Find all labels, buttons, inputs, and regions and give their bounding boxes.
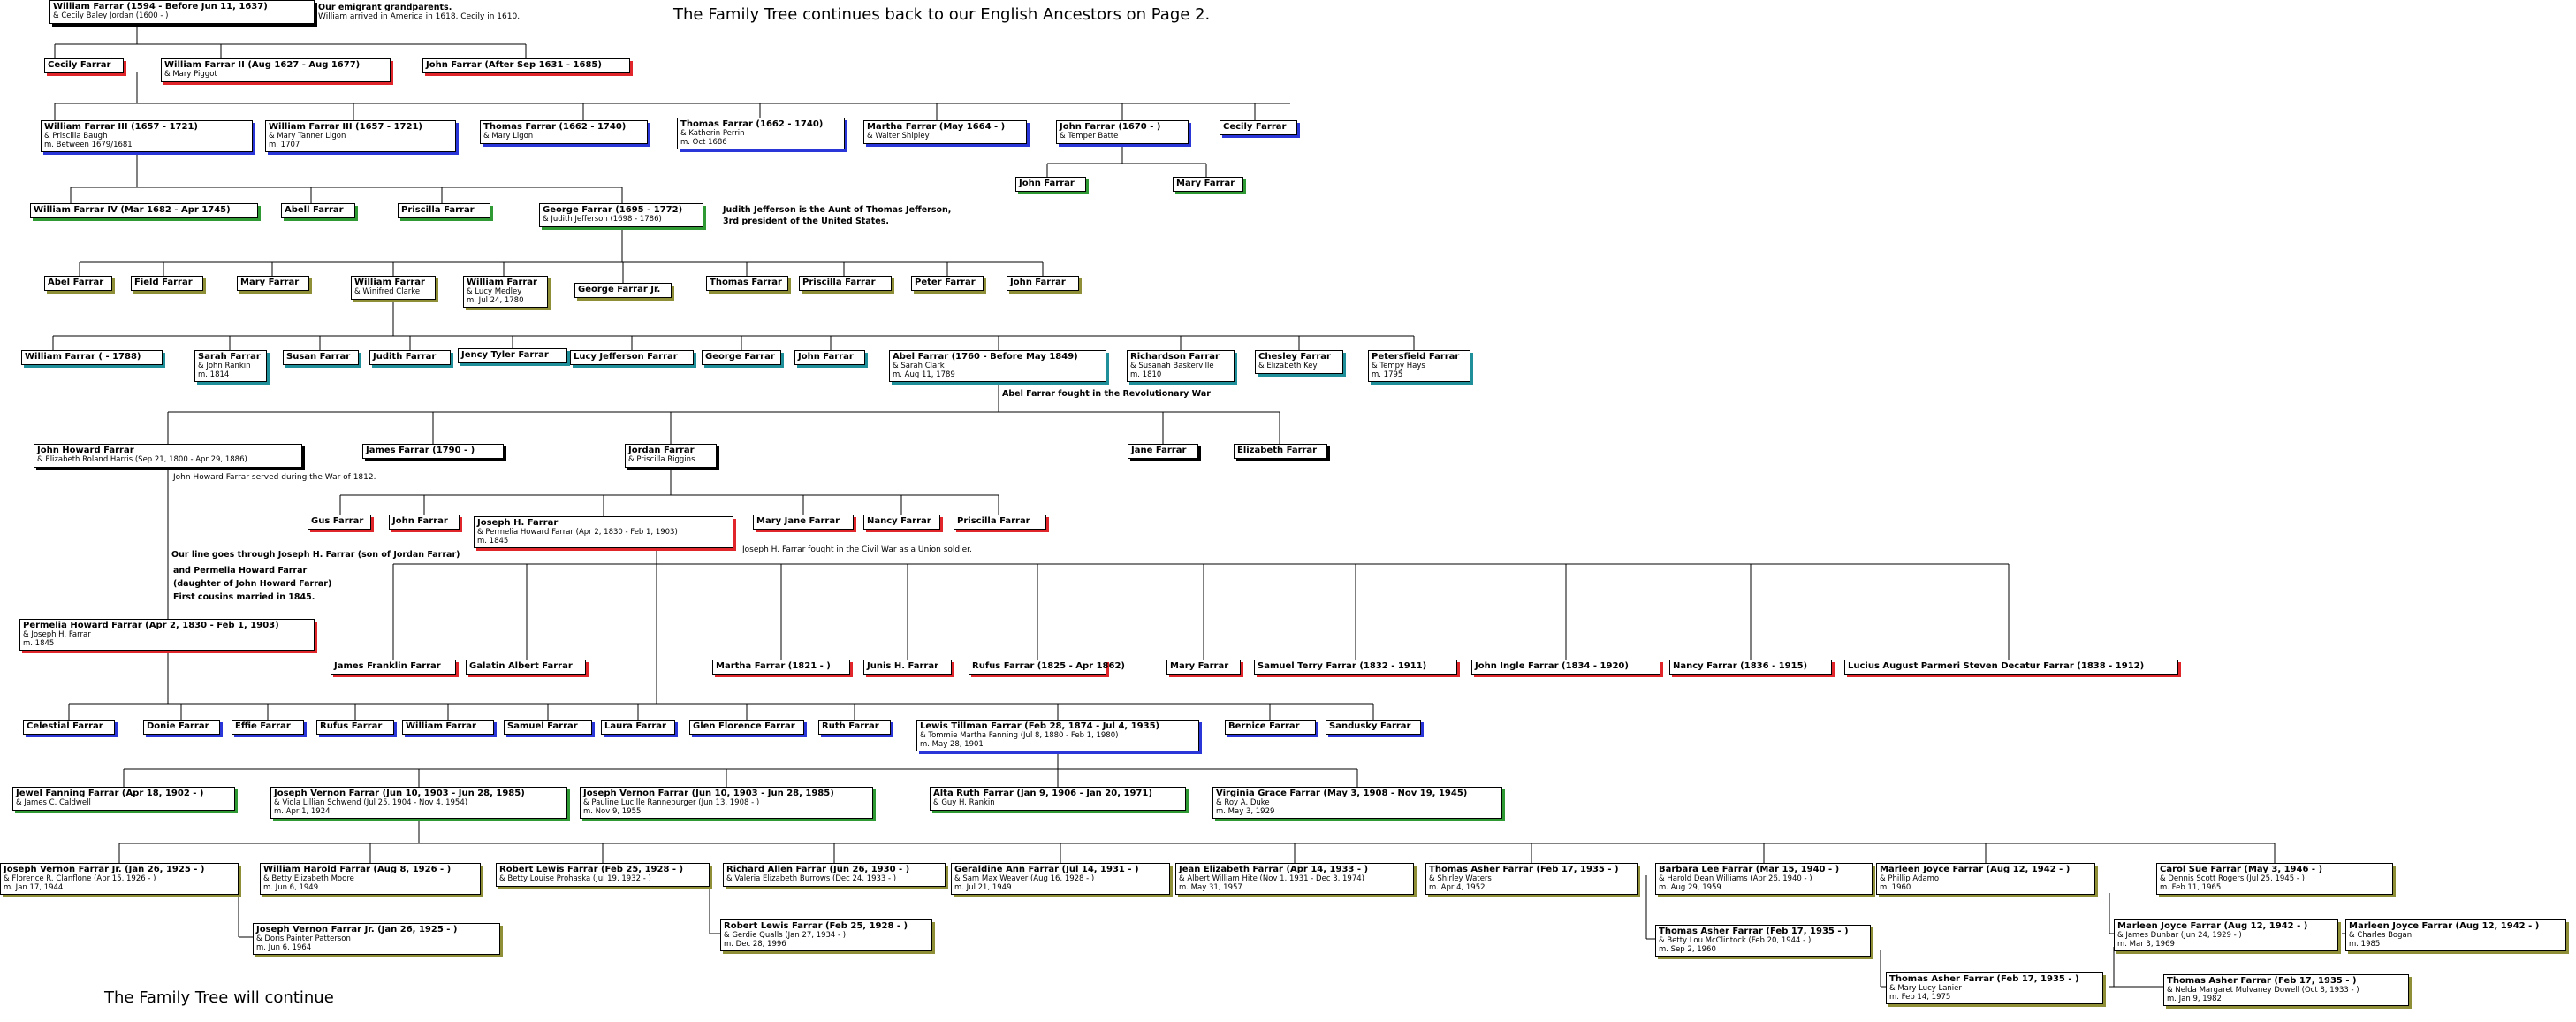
- spouse-line: & Cecily Baley Jordan (1600 - ): [53, 11, 169, 20]
- spouse-line: & Albert William Hite (Nov 1, 1931 - Dec 3, 1974): [1179, 874, 1364, 883]
- person-box-galatin: [466, 660, 586, 675]
- person-box-jv-2: [580, 787, 873, 819]
- person-box-gus: [308, 515, 371, 530]
- person-name: Junis H. Farrar: [867, 661, 939, 671]
- person-name: Martha Farrar (1821 - ): [716, 661, 831, 671]
- person-name: John Howard Farrar: [37, 446, 134, 455]
- spouse-line: & Tempy Hays: [1372, 362, 1425, 370]
- person-box-martha-1664: [863, 120, 1027, 144]
- note-emigrant-title: Our emigrant grandparents.: [318, 3, 452, 12]
- detail-line: m. 1814: [198, 370, 230, 379]
- person-box-william-winifred: [351, 276, 436, 300]
- person-box-cecily-2: [1220, 120, 1297, 135]
- person-box-richard: [723, 863, 946, 887]
- person-box-john-3: [794, 350, 865, 365]
- detail-line: m. Jan 17, 1944: [4, 882, 64, 892]
- spouse-line: & Priscilla Baugh: [44, 132, 108, 141]
- detail-line: m. Jun 6, 1949: [263, 882, 319, 892]
- note-jefferson-1: Judith Jefferson is the Aunt of Thomas Jefferson,: [723, 205, 952, 215]
- person-box-john-2: [1007, 276, 1079, 291]
- spouse-line: & Priscilla Riggins: [628, 455, 695, 464]
- person-name: Celestial Farrar: [27, 721, 103, 731]
- person-name: Permelia Howard Farrar (Apr 2, 1830 - Feb 1, 1903): [23, 621, 279, 630]
- detail-line: m. Apr 1, 1924: [274, 806, 331, 816]
- person-name: Nancy Farrar: [867, 516, 931, 526]
- person-name: John Farrar: [392, 516, 448, 526]
- person-name: Thomas Farrar (1662 - 1740): [483, 122, 627, 132]
- person-name: Joseph Vernon Farrar (Jun 10, 1903 - Jun 28, 1985): [583, 789, 834, 798]
- person-name: Lucy Jefferson Farrar: [574, 352, 678, 362]
- footer-note: The Family Tree will continue: [104, 988, 334, 1007]
- spouse-line: & Shirley Waters: [1429, 874, 1492, 883]
- spouse-line: & Florence R. Clanflone (Apr 15, 1926 - ): [4, 874, 156, 883]
- spouse-line: & Mary Ligon: [483, 132, 534, 141]
- person-name: Mary Farrar: [1176, 179, 1235, 188]
- person-box-jane: [1128, 444, 1198, 459]
- person-box-priscilla-1: [398, 203, 490, 218]
- person-box-glen: [689, 720, 804, 735]
- person-box-donie: [143, 720, 220, 735]
- person-name: Field Farrar: [134, 278, 193, 287]
- spouse-line: & Sam Max Weaver (Aug 16, 1928 - ): [954, 874, 1095, 883]
- person-name: Ruth Farrar: [822, 721, 879, 731]
- spouse-line: & Elizabeth Roland Harris (Sep 21, 1800 - Apr 29, 1886): [37, 455, 247, 464]
- person-name: Lewis Tillman Farrar (Feb 28, 1874 - Jul 4, 1935): [920, 721, 1160, 731]
- person-name: Cecily Farrar: [1223, 122, 1287, 132]
- person-name: John Farrar: [1019, 179, 1075, 188]
- note-line-1: Our line goes through Joseph H. Farrar (son of Jordan Farrar): [171, 550, 460, 560]
- person-box-william-harold: [260, 863, 481, 895]
- person-name: William Farrar III (1657 - 1721): [44, 122, 198, 132]
- person-name: Jewel Fanning Farrar (Apr 18, 1902 - ): [16, 789, 204, 798]
- detail-line: m. May 31, 1957: [1179, 882, 1242, 892]
- spouse-line: & Charles Bogan: [2349, 931, 2413, 940]
- person-name: William Farrar: [467, 278, 537, 287]
- person-name: George Farrar: [705, 352, 775, 362]
- person-name: Thomas Asher Farrar (Feb 17, 1935 - ): [1429, 865, 1619, 874]
- person-box-thomas-1662-a: [480, 120, 648, 144]
- person-name: Richardson Farrar: [1130, 352, 1220, 362]
- note-line-4: First cousins married in 1845.: [173, 592, 315, 602]
- person-name: Joseph Vernon Farrar Jr. (Jan 26, 1925 - ): [256, 925, 458, 934]
- person-box-susan: [283, 350, 359, 365]
- person-box-jean: [1175, 863, 1414, 895]
- person-name: Galatin Albert Farrar: [469, 661, 573, 671]
- spouse-line: & Nelda Margaret Mulvaney Dowell (Oct 8, 1933 - ): [2167, 986, 2359, 995]
- person-name: George Farrar (1695 - 1772): [543, 205, 683, 215]
- person-box-ruth: [818, 720, 891, 735]
- detail-line: m. 1810: [1130, 370, 1162, 379]
- spouse-line: & Permelia Howard Farrar (Apr 2, 1830 - Feb 1, 1903): [477, 528, 678, 537]
- detail-line: m. 1845: [23, 638, 55, 648]
- person-name: Chesley Farrar: [1258, 352, 1331, 362]
- person-box-sarah: [194, 350, 267, 382]
- person-box-sandusky: [1326, 720, 1421, 735]
- person-name: John Farrar (After Sep 1631 - 1685): [426, 60, 602, 70]
- person-name: Thomas Asher Farrar (Feb 17, 1935 - ): [1889, 974, 2079, 984]
- person-name: Lucius August Parmeri Steven Decatur Farrar (1838 - 1912): [1848, 661, 2145, 671]
- person-box-mary-g: [1173, 177, 1243, 192]
- spouse-line: & John Rankin: [198, 362, 251, 370]
- person-box-jvjr-2: [253, 923, 500, 955]
- person-box-mary-1: [237, 276, 309, 291]
- person-box-priscilla-3: [954, 515, 1046, 530]
- person-name: Virginia Grace Farrar (May 3, 1908 - Nov 19, 1945): [1216, 789, 1468, 798]
- person-box-samuel-2: [504, 720, 592, 735]
- spouse-line: & James Dunbar (Jun 24, 1929 - ): [2117, 931, 2242, 940]
- detail-line: m. Jun 6, 1964: [256, 942, 312, 952]
- person-name: Abel Farrar: [48, 278, 104, 287]
- person-box-richardson: [1127, 350, 1235, 382]
- person-box-lucy-jefferson: [570, 350, 694, 365]
- person-box-william-ii: [161, 58, 391, 82]
- person-box-junis: [863, 660, 952, 675]
- person-box-elizabeth: [1234, 444, 1327, 459]
- spouse-line: & Joseph H. Farrar: [23, 630, 91, 639]
- person-box-permelia: [19, 619, 315, 651]
- person-name: Rufus Farrar (1825 - Apr 1862): [972, 661, 1125, 671]
- person-name: Marleen Joyce Farrar (Aug 12, 1942 - ): [2117, 921, 2308, 931]
- person-name: Joseph Vernon Farrar (Jun 10, 1903 - Jun 28, 1985): [274, 789, 525, 798]
- person-box-william-5: [402, 720, 494, 735]
- spouse-line: & Elizabeth Key: [1258, 362, 1318, 370]
- person-box-nancy-1836: [1669, 660, 1832, 675]
- page-title: The Family Tree continues back to our English Ancestors on Page 2.: [673, 5, 1211, 24]
- person-name: Peter Farrar: [915, 278, 976, 287]
- person-box-john-g: [1015, 177, 1086, 192]
- spouse-line: & Harold Dean Williams (Apr 26, 1940 - ): [1659, 874, 1812, 883]
- person-name: Priscilla Farrar: [957, 516, 1030, 526]
- person-name: Susan Farrar: [286, 352, 351, 362]
- person-box-nancy-1: [863, 515, 940, 530]
- person-box-celestial: [23, 720, 115, 735]
- person-name: John Farrar: [798, 352, 854, 362]
- person-box-priscilla-2: [799, 276, 892, 291]
- detail-line: m. Aug 29, 1959: [1659, 882, 1721, 892]
- person-box-bernice: [1225, 720, 1316, 735]
- person-name: Mary Farrar: [1170, 661, 1229, 671]
- person-name: Abell Farrar: [285, 205, 344, 215]
- person-name: John Ingle Farrar (1834 - 1920): [1475, 661, 1629, 671]
- spouse-line: & Katherin Perrin: [680, 129, 745, 138]
- detail-line: m. Jul 24, 1780: [467, 295, 524, 305]
- person-box-marleen-1: [1876, 863, 2095, 895]
- person-name: Robert Lewis Farrar (Feb 25, 1928 - ): [724, 921, 908, 931]
- person-box-marleen-3: [2345, 919, 2566, 951]
- person-name: Petersfield Farrar: [1372, 352, 1460, 362]
- detail-line: m. 1845: [477, 536, 509, 545]
- detail-line: m. Feb 14, 1975: [1889, 992, 1951, 1002]
- person-box-william-iv: [30, 203, 258, 218]
- detail-line: m. Jul 21, 1949: [954, 882, 1012, 892]
- spouse-line: & Tommie Martha Fanning (Jul 8, 1880 - Feb 1, 1980): [920, 731, 1119, 740]
- detail-line: m. Feb 11, 1965: [2160, 882, 2222, 892]
- person-box-jvjr-1: [0, 863, 239, 895]
- person-name: Donie Farrar: [147, 721, 209, 731]
- person-name: Glen Florence Farrar: [693, 721, 795, 731]
- person-name: William Farrar: [354, 278, 425, 287]
- person-name: Sandusky Farrar: [1329, 721, 1411, 731]
- detail-line: m. May 28, 1901: [920, 739, 984, 749]
- detail-line: m. Oct 1686: [680, 137, 727, 147]
- person-name: Judith Farrar: [373, 352, 437, 362]
- person-name: Samuel Farrar: [507, 721, 578, 731]
- person-box-field: [131, 276, 203, 291]
- spouse-line: & Guy H. Rankin: [933, 798, 995, 807]
- person-box-mary-2: [1166, 660, 1241, 675]
- person-box-abell: [281, 203, 355, 218]
- spouse-line: & Valeria Elizabeth Burrows (Dec 24, 1933 - ): [726, 874, 897, 883]
- person-box-william-1788: [21, 350, 163, 365]
- detail-line: m. 1795: [1372, 370, 1403, 379]
- person-box-james-1790: [362, 444, 504, 459]
- person-name: Joseph Vernon Farrar Jr. (Jan 26, 1925 - ): [4, 865, 205, 874]
- spouse-line: & Walter Shipley: [867, 132, 930, 141]
- person-name: Jency Tyler Farrar: [461, 350, 549, 360]
- person-box-abel-1760: [889, 350, 1106, 382]
- spouse-line: & Mary Tanner Ligon: [269, 132, 346, 141]
- note-civil-war: Joseph H. Farrar fought in the Civil War as a Union soldier.: [742, 545, 972, 554]
- person-box-john-ingle: [1471, 660, 1660, 675]
- person-name: Carol Sue Farrar (May 3, 1946 - ): [2160, 865, 2323, 874]
- person-box-george-1695: [539, 203, 703, 227]
- spouse-line: & Winifred Clarke: [354, 287, 421, 296]
- person-box-william-1594: [49, 0, 315, 24]
- spouse-line: & Betty Louise Prohaska (Jul 19, 1932 - ): [499, 874, 651, 883]
- person-box-william-iii-b: [265, 120, 456, 152]
- person-name: William Farrar (1594 - Before Jun 11, 1637): [53, 2, 268, 11]
- person-name: Thomas Farrar (1662 - 1740): [680, 119, 824, 129]
- person-box-cecily: [44, 58, 124, 73]
- person-name: James Franklin Farrar: [334, 661, 441, 671]
- person-box-laura: [601, 720, 675, 735]
- person-box-william-iii-a: [41, 120, 253, 152]
- person-name: Marleen Joyce Farrar (Aug 12, 1942 - ): [2349, 921, 2540, 931]
- spouse-line: & Lucy Medley: [467, 287, 522, 296]
- note-john-howard-war: John Howard Farrar served during the War of 1812.: [173, 473, 376, 482]
- detail-line: m. Between 1679/1681: [44, 140, 133, 149]
- detail-line: m. Jan 9, 1982: [2167, 994, 2222, 1003]
- note-emigrant-detail: William arrived in America in 1618, Cecily in 1610.: [318, 12, 521, 21]
- person-box-james-franklin: [331, 660, 456, 675]
- spouse-line: & Betty Lou McClintock (Feb 20, 1944 - ): [1659, 936, 1812, 945]
- person-name: William Farrar II (Aug 1627 - Aug 1677): [164, 60, 361, 70]
- person-box-alta: [930, 787, 1186, 811]
- person-box-geraldine: [951, 863, 1170, 895]
- detail-line: m. Dec 28, 1996: [724, 939, 786, 949]
- person-box-virginia: [1212, 787, 1502, 819]
- detail-line: m. Nov 9, 1955: [583, 806, 642, 816]
- person-box-barbara: [1655, 863, 1873, 895]
- person-name: William Farrar III (1657 - 1721): [269, 122, 422, 132]
- person-name: Thomas Asher Farrar (Feb 17, 1935 - ): [1659, 927, 1849, 936]
- spouse-line: & Roy A. Duke: [1216, 798, 1270, 807]
- person-name: Mary Jane Farrar: [756, 516, 840, 526]
- detail-line: m. Aug 11, 1789: [893, 370, 955, 379]
- spouse-line: & Temper Batte: [1060, 132, 1119, 141]
- person-name: Mary Farrar: [240, 278, 300, 287]
- person-name: Priscilla Farrar: [802, 278, 876, 287]
- spouse-line: & Dennis Scott Rogers (Jul 25, 1945 - ): [2160, 874, 2305, 883]
- person-name: Joseph H. Farrar: [477, 518, 559, 528]
- person-box-jency: [458, 348, 567, 363]
- person-name: Jean Elizabeth Farrar (Apr 14, 1933 - ): [1179, 865, 1369, 874]
- person-box-thomas-asher-2: [1655, 925, 1871, 957]
- person-box-carol: [2156, 863, 2393, 895]
- person-box-thomas-asher-4: [2163, 974, 2409, 1006]
- person-name: William Farrar IV (Mar 1682 - Apr 1745): [34, 205, 231, 215]
- person-name: Rufus Farrar: [320, 721, 383, 731]
- person-name: Jane Farrar: [1131, 446, 1187, 455]
- person-box-martha-1821: [712, 660, 850, 675]
- person-name: Nancy Farrar (1836 - 1915): [1673, 661, 1808, 671]
- person-box-jv-1: [270, 787, 567, 819]
- detail-line: m. May 3, 1929: [1216, 806, 1275, 816]
- detail-line: m. Mar 3, 1969: [2117, 939, 2175, 949]
- spouse-line: & Gerdie Qualls (Jan 27, 1934 - ): [724, 931, 847, 940]
- person-box-rufus-1825: [969, 660, 1125, 675]
- spouse-line: & Viola Lillian Schwend (Jul 25, 1904 - Nov 4, 1954): [274, 798, 468, 807]
- person-name: Elizabeth Farrar: [1237, 446, 1318, 455]
- person-name: Effie Farrar: [235, 721, 291, 731]
- person-box-marleen-2: [2114, 919, 2338, 951]
- spouse-line: & Judith Jefferson (1698 - 1786): [543, 215, 662, 224]
- spouse-line: & Sarah Clark: [893, 362, 945, 370]
- spouse-line: & Phillip Adamo: [1880, 874, 1940, 883]
- person-box-judith: [369, 350, 451, 365]
- person-box-rufus-2: [316, 720, 394, 735]
- person-box-abel-1: [44, 276, 112, 291]
- person-box-jewel: [12, 787, 235, 811]
- person-box-thomas-2: [706, 276, 788, 291]
- spouse-line: & Mary Piggot: [164, 70, 217, 79]
- person-name: John Farrar (1670 - ): [1060, 122, 1161, 132]
- detail-line: m. Apr 4, 1952: [1429, 882, 1486, 892]
- person-name: Jordan Farrar: [628, 446, 695, 455]
- person-box-effie: [232, 720, 304, 735]
- person-box-robert-2: [720, 919, 932, 951]
- person-box-thomas-asher-1: [1425, 863, 1638, 895]
- person-name: Marleen Joyce Farrar (Aug 12, 1942 - ): [1880, 865, 2071, 874]
- person-box-john-howard: [34, 444, 302, 468]
- person-name: Bernice Farrar: [1228, 721, 1300, 731]
- person-name: Robert Lewis Farrar (Feb 25, 1928 - ): [499, 865, 684, 874]
- person-name: William Farrar ( - 1788): [25, 352, 141, 362]
- person-name: James Farrar (1790 - ): [366, 446, 475, 455]
- person-name: William Farrar: [406, 721, 476, 731]
- person-box-petersfield: [1368, 350, 1470, 382]
- note-line-3: (daughter of John Howard Farrar): [173, 579, 332, 589]
- person-box-william-lucy: [463, 276, 548, 308]
- person-name: Samuel Terry Farrar (1832 - 1911): [1258, 661, 1427, 671]
- spouse-line: & Pauline Lucille Ranneburger (Jun 13, 1908 - ): [583, 798, 760, 807]
- person-name: Geraldine Ann Farrar (Jul 14, 1931 - ): [954, 865, 1139, 874]
- note-line-2: and Permelia Howard Farrar: [173, 566, 308, 576]
- person-name: Martha Farrar (May 1664 - ): [867, 122, 1006, 132]
- person-box-peter: [911, 276, 984, 291]
- person-box-chesley: [1255, 350, 1343, 374]
- detail-line: m. 1960: [1880, 882, 1911, 892]
- note-jefferson-2: 3rd president of the United States.: [723, 217, 889, 226]
- person-box-jordan: [625, 444, 717, 468]
- person-name: Abel Farrar (1760 - Before May 1849): [893, 352, 1078, 362]
- person-name: Barbara Lee Farrar (Mar 15, 1940 - ): [1659, 865, 1840, 874]
- person-box-john-4: [389, 515, 460, 530]
- person-box-george-2: [702, 350, 781, 365]
- person-name: Thomas Farrar: [710, 278, 782, 287]
- spouse-line: & Susanah Baskerville: [1130, 362, 1214, 370]
- person-name: George Farrar Jr.: [578, 285, 661, 294]
- person-box-thomas-1662-b: [677, 118, 845, 149]
- detail-line: m. 1985: [2349, 939, 2381, 949]
- person-box-joseph-h: [474, 516, 733, 548]
- person-name: Alta Ruth Farrar (Jan 9, 1906 - Jan 20, 1971): [933, 789, 1152, 798]
- person-box-robert-1: [496, 863, 710, 887]
- person-name: Sarah Farrar: [198, 352, 261, 362]
- spouse-line: & James C. Caldwell: [16, 798, 91, 807]
- person-name: William Harold Farrar (Aug 8, 1926 - ): [263, 865, 452, 874]
- person-box-lucius: [1844, 660, 2178, 675]
- person-name: John Farrar: [1010, 278, 1066, 287]
- note-abel-war: Abel Farrar fought in the Revolutionary War: [1002, 389, 1211, 399]
- person-name: Priscilla Farrar: [401, 205, 475, 215]
- spouse-line: & Mary Lucy Lanier: [1889, 984, 1962, 993]
- person-box-john-1670: [1056, 120, 1189, 144]
- person-name: Laura Farrar: [604, 721, 666, 731]
- detail-line: m. Sep 2, 1960: [1659, 944, 1716, 954]
- person-box-george-jr: [574, 283, 672, 298]
- person-box-lewis: [916, 720, 1199, 751]
- spouse-line: & Doris Painter Patterson: [256, 934, 351, 943]
- person-box-mary-jane: [753, 515, 854, 530]
- person-box-thomas-asher-3: [1886, 972, 2103, 1004]
- person-box-john-1631: [422, 58, 630, 73]
- person-name: Gus Farrar: [311, 516, 364, 526]
- person-name: Thomas Asher Farrar (Feb 17, 1935 - ): [2167, 976, 2357, 986]
- detail-line: m. 1707: [269, 140, 300, 149]
- person-name: Richard Allen Farrar (Jun 26, 1930 - ): [726, 865, 910, 874]
- person-name: Cecily Farrar: [48, 60, 111, 70]
- person-box-samuel-terry: [1254, 660, 1457, 675]
- spouse-line: & Betty Elizabeth Moore: [263, 874, 354, 883]
